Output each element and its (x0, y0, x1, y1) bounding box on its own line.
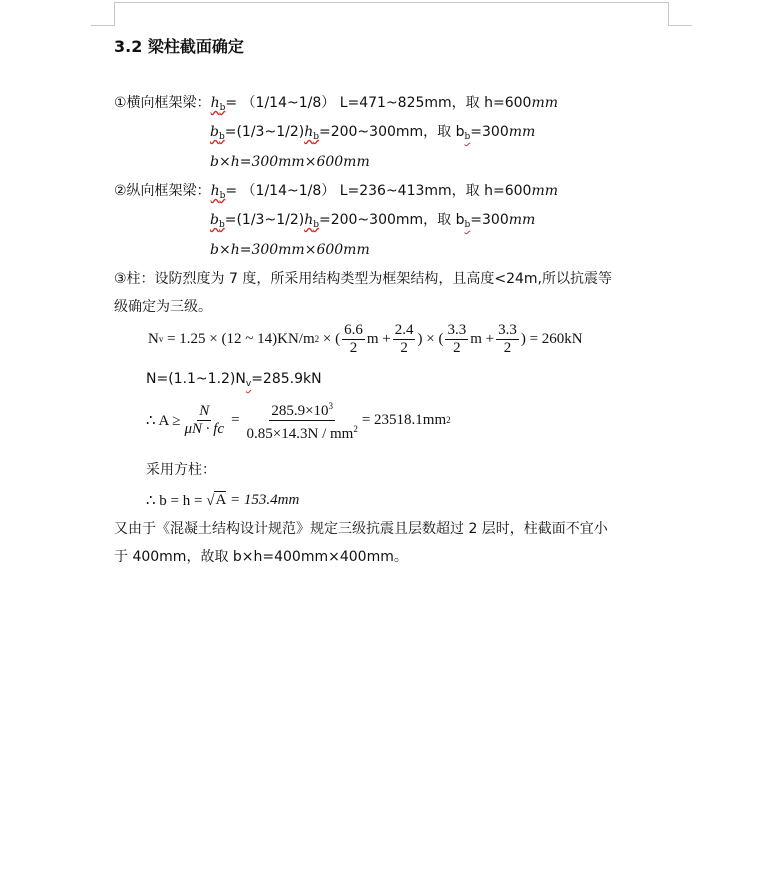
longitudinal-beam-width: $b_b=(1/3\sim 1/2)h_b=200\sim 300mm$，取 $b_b=300mm$ (210, 212, 536, 230)
crop-mark-top-right (668, 25, 692, 26)
axial-force-equation: N v = 1.25 × (12 ~ 14)KN/m 2 × ( $\frac{6.6}{2}$ m + $\frac{2.4}{2}$ ) × ( $\frac{3.3}{2}$ m + $\frac{3.3}{2}$ ) = 260kN (148, 321, 583, 356)
conclusion-line1: 又由于《混凝土结构设计规范》规定三级抗震且层数超过 2 层时，柱截面不宜小 (114, 521, 608, 537)
conclusion-line2: 于 400mm，故取 b×h=400mm×400mm。 (114, 549, 408, 565)
transverse-beam-height: ①横向框架梁：$h_b=$ （1/14~1/8） L=471~825mm，取 h=600mm (114, 95, 559, 113)
fraction-n-over-mu-fc: $\frac{N}{\mu N \cdot fc}$ (184, 402, 225, 437)
crop-mark-top-right-vertical (668, 2, 669, 26)
column-width-equation: ∴ b = h = √ A = 153.4mm (146, 491, 300, 509)
page-top-border (114, 2, 668, 3)
crop-mark-top-left (91, 25, 115, 26)
fraction-3-3-over-2-b: $\frac{3.3}{2}$ (498, 321, 517, 356)
square-column-label: 采用方柱： (146, 462, 216, 478)
column-paragraph-line1: ③柱：设防烈度为 7 度，所采用结构类型为框架结构，且高度<24m,所以抗震等 (114, 271, 612, 287)
transverse-beam-width: $b_b=(1/3\sim 1/2)h_b=200\sim 300mm$，取 $b_b=300mm$ (210, 124, 536, 142)
longitudinal-beam-height: ②纵向框架梁：$h_b=$ （1/14~1/8） L=236~413mm，取 h=600mm (114, 183, 559, 201)
fraction-2-4-over-2: $\frac{2.4}{2}$ (394, 321, 414, 356)
column-paragraph-line2: 级确定为三级。 (114, 299, 212, 315)
required-area-equation: ∴ A ≥ $\frac{N}{\mu N \cdot fc}$ = $\frac{285.9\times 10^3}{0.85\times 14.3N / mm^2}$ = 23518.1mm 2 (146, 400, 451, 440)
design-axial-force: $N=(1.1\sim 1.2)N_v=285.9kN$ (146, 371, 322, 389)
longitudinal-beam-section: b×h=300mm×600mm (210, 242, 370, 258)
section-title: 3.2 梁柱截面确定 (114, 37, 244, 56)
transverse-beam-section: b×h=300mm×600mm (210, 154, 370, 170)
fraction-3-3-over-2-a: $\frac{3.3}{2}$ (447, 321, 467, 356)
fraction-area-calculation: $\frac{285.9\times 10^3}{0.85\times 14.3N / mm^2}$ (245, 398, 360, 443)
fraction-6-6-over-2: $\frac{6.6}{2}$ (344, 321, 363, 356)
crop-mark-top-left-vertical (114, 2, 115, 26)
